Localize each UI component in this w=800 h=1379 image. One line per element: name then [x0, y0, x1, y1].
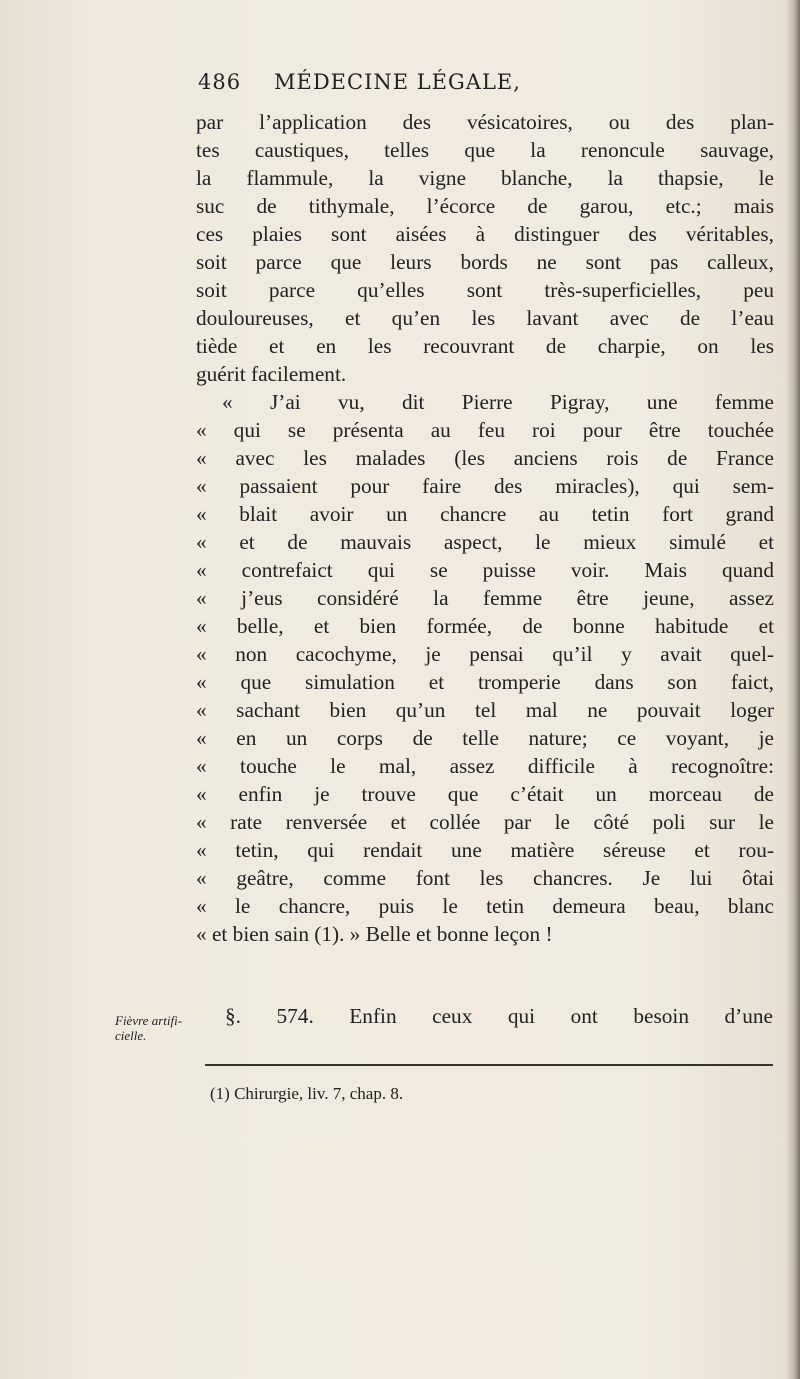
text-line: « qui se présenta au feu roi pour être touchée	[196, 418, 774, 442]
text-line: guérit facilement.	[196, 362, 347, 386]
text-line: tes caustiques, telles que la renoncule sauvage,	[196, 138, 774, 162]
running-header	[198, 70, 718, 94]
text-line: la flammule, la vigne blanche, la thapsie, le	[196, 166, 774, 190]
text-line: « le chancre, puis le tetin demeura beau, blanc	[196, 894, 774, 918]
text-line: « rate renversée et collée par le côté poli sur le	[196, 810, 774, 834]
text-line: « touche le mal, assez difficile à recognoître:	[196, 754, 774, 778]
text-line: suc de tithymale, l’écorce de garou, etc.; mais	[196, 194, 774, 218]
margin-note	[115, 1013, 195, 1043]
page-number: 486	[198, 70, 242, 94]
running-title: MÉDECINE LÉGALE,	[274, 70, 521, 94]
margin-note-line: Fièvre artifi-	[115, 1013, 183, 1028]
text-line: tiède et en les recouvrant de charpie, on les	[196, 334, 774, 358]
body-text	[196, 108, 774, 948]
text-line: « tetin, qui rendait une matière séreuse et rou-	[196, 838, 774, 862]
text-line: « en un corps de telle nature; ce voyant, je	[196, 726, 774, 750]
margin-note-line: cielle.	[115, 1028, 147, 1043]
text-line: « et bien sain (1). » Belle et bonne leçon !	[196, 922, 553, 946]
text-line: « passaient pour faire des miracles), qui sem-	[196, 474, 774, 498]
text-line: « contrefaict qui se puisse voir. Mais quand	[196, 558, 774, 582]
footnote: (1) Chirurgie, liv. 7, chap. 8.	[210, 1084, 404, 1103]
footnote-rule	[205, 1064, 773, 1066]
text-line: « geâtre, comme font les chancres. Je lui ôtai	[196, 866, 774, 890]
text-line: « sachant bien qu’un tel mal ne pouvait loger	[196, 698, 774, 722]
text-line: ces plaies sont aisées à distinguer des véritables,	[196, 222, 774, 246]
text-line: « avec les malades (les anciens rois de France	[196, 446, 774, 470]
text-line: « non cacochyme, je pensai qu’il y avait quel-	[196, 642, 774, 666]
text-line: douloureuses, et qu’en les lavant avec de l’eau	[196, 306, 774, 330]
text-line: « que simulation et tromperie dans son faict,	[196, 670, 774, 694]
text-line: « blait avoir un chancre au tetin fort grand	[196, 502, 774, 526]
section-start-line: §. 574. Enfin ceux qui ont besoin d’une	[225, 1004, 773, 1028]
text-line: « et de mauvais aspect, le mieux simulé et	[196, 530, 774, 554]
text-line: soit parce que leurs bords ne sont pas calleux,	[196, 250, 774, 274]
text-line: « belle, et bien formée, de bonne habitude et	[196, 614, 774, 638]
text-line: « j’eus considéré la femme être jeune, assez	[196, 586, 774, 610]
text-line: par l’application des vésicatoires, ou des plan-	[196, 110, 774, 134]
text-line: « enfin je trouve que c’était un morceau de	[196, 782, 774, 806]
page-edge-shadow	[786, 0, 800, 1379]
text-line: « J’ai vu, dit Pierre Pigray, une femme	[222, 390, 774, 414]
text-line: soit parce qu’elles sont très-superficielles, peu	[196, 278, 774, 302]
